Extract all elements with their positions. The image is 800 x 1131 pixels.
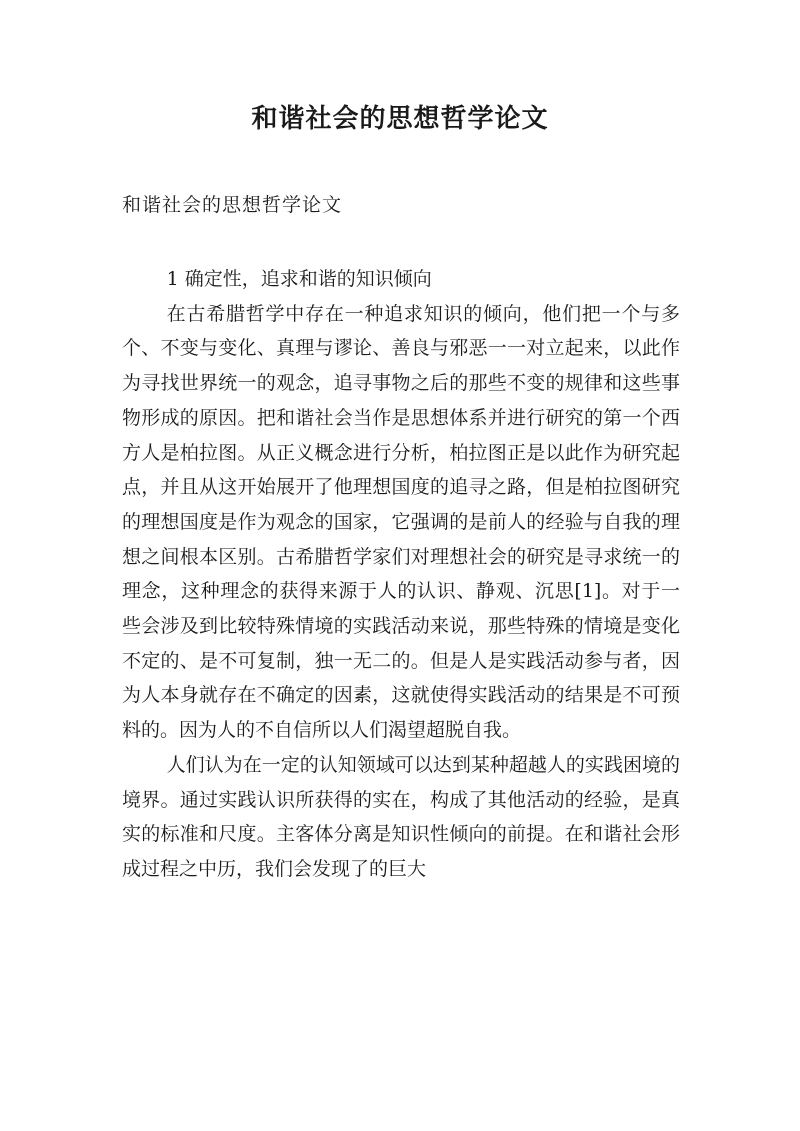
section-heading: 1 确定性，追求和谐的知识倾向 [166,268,432,290]
paragraph: 在古希腊哲学中存在一种追求知识的倾向，他们把一个与多个、不变与变化、真理与谬论、善良与邪恶一一对立起来，以此作为寻找世界统一的观念，追寻事物之后的那些不变的规律和这些事物形成的原因。把和谐社会当作是思想体系并进行研究的第一个西方人是柏拉图。从正义概念进行分析，柏拉图正是以此作为研究起点，并且从这开始展开了他理想国度的追寻之路，但是柏拉图研究的理想国度是作为观念的国家，它强调的是前人的经验与自我的理想之间根本区别。古希腊哲学家们对理想社会的研究是寻求统一的理念，这种理念的获得来源于人的认识、静观、沉思[1]。对于一些会涉及到比较特殊情境的实践活动来说，那些特殊的情境是变化不定的、是不可复制，独一无二的。但是人是实践活动参与者，因为人本身就存在不确定的因素，这就使得实践活动的结果是不可预料的。因为人的不自信所以人们渴望超脱自我。 [122,302,680,742]
document-body [122,262,680,887]
page-title: 和谐社会的思想哲学论文 [251,104,549,134]
document-subtitle: 和谐社会的思想哲学论文 [122,194,343,216]
paragraph: 人们认为在一定的认知领域可以达到某种超越人的实践困境的境界。通过实践认识所获得的实在，构成了其他活动的经验，是真实的标准和尺度。主客体分离是知识性倾向的前提。在和谐社会形成过程之中历，我们会发现了的巨大 [122,753,680,880]
